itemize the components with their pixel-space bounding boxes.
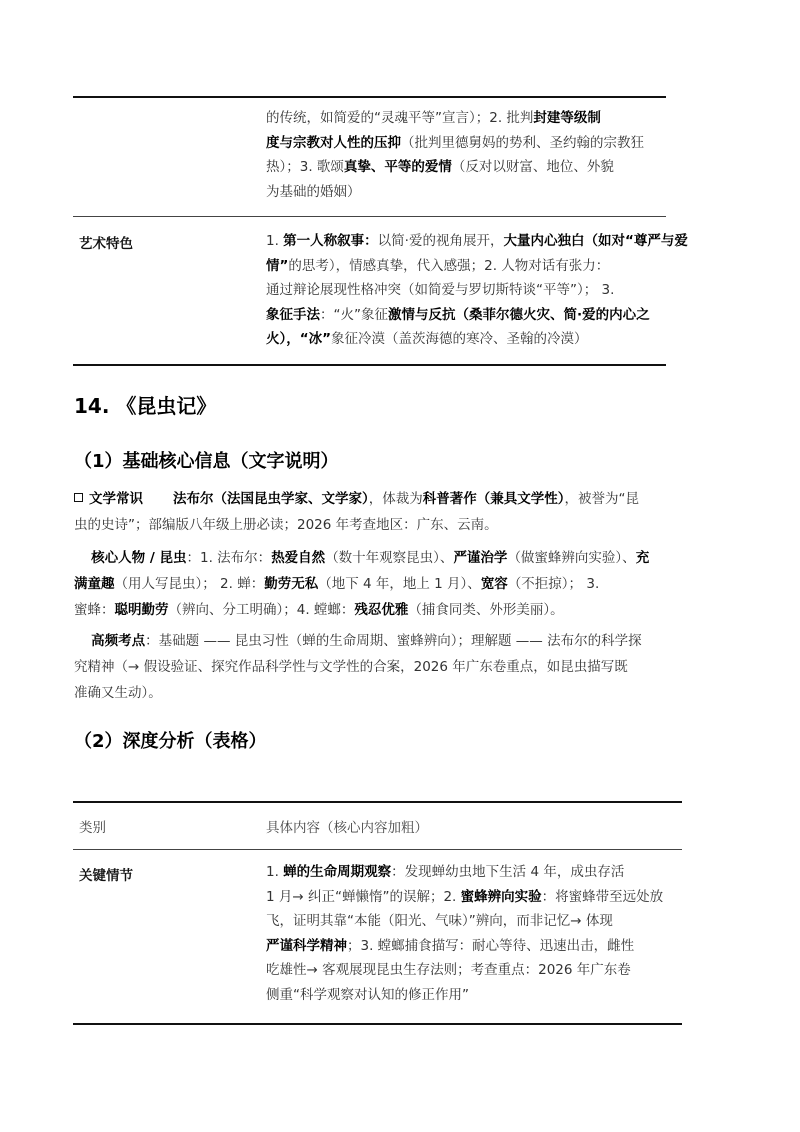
table-row-divider	[73, 216, 666, 217]
art-features-label: 艺术特色	[79, 236, 133, 252]
table-bottom-rule	[73, 364, 666, 366]
section-heading: 14. 《昆虫记》	[74, 394, 217, 418]
table-header-category: 类别	[79, 820, 106, 836]
table-header-content: 具体内容（核心内容加粗）	[266, 820, 428, 836]
square-bullet-icon	[74, 493, 83, 502]
key-plot-label: 关键情节	[79, 868, 133, 884]
analysis-table-bottom-rule	[73, 1023, 682, 1025]
characters-paragraph: 核心人物 / 昆虫：1. 法布尔：热爱自然（数十年观察昆虫）、严谨治学（做蜜蜂辨向实验）、充 满童趣（用人写昆虫）； 2. 蝉：勤劳无私（地下 4 年，地上 1 月）、宽容（不拒掠）； 3. 蜜蜂：聪明勤劳（辨向、分工明确）；4. 螳螂：残忍优雅（捕食同类、外形美丽）。	[74, 550, 650, 618]
key-plot-content: 1. 蝉的生命周期观察：发现蝉幼虫地下生活 4 年，成虫存活 1 月→ 纠正“蝉懒惰”的误解；2. 蜜蜂辨向实验：将蜜蜂带至远处放 飞，证明其靠“本能（阳光、气味）”辨向，而非记忆→ 体现 严谨科学精神；3. 螳螂捕食描写：耐心等待、迅速出击，雌性 吃雄性→ 客观展现昆虫生存法则；考查重点：2026 年广东卷 侧重“科学观察对认知的修正作用”	[266, 864, 664, 1003]
exam-points-paragraph: 高频考点：基础题 —— 昆虫习性（蝉的生命周期、蜜蜂辨向）；理解题 —— 法布尔的科学探 究精神（→ 假设验证、探究作品科学性与文学性的合案，2026 年广东卷重点，如昆虫描写既 准确又生动）。	[74, 633, 642, 701]
theme-cell-content: 的传统，如简爱的“灵魂平等”宣言）；2. 批判封建等级制 度与宗教对人性的压抑（批判里德舅妈的势利、圣约翰的宗教狂 热）；3. 歌颂真挚、平等的爱情（反对以财富、地位、外貌 为基础的婚姻）	[266, 110, 644, 200]
subsection-heading-2: （2）深度分析（表格）	[74, 731, 267, 752]
analysis-table-top-rule	[73, 801, 682, 803]
table-top-rule	[73, 96, 666, 98]
analysis-table-header-rule	[73, 849, 682, 850]
subsection-heading-1: （1）基础核心信息（文字说明）	[74, 451, 339, 472]
literature-paragraph: 文学常识 法布尔（法国昆虫学家、文学家），体裁为科普著作（兼具文学性），被誉为“昆 虫的史诗”；部编版八年级上册必读；2026 年考查地区：广东、云南。	[74, 491, 639, 533]
art-features-content: 1. 第一人称叙事：以简·爱的视角展开，大量内心独白（如对“尊严与爱 情”的思考），情感真挚，代入感强；2. 人物对话有张力： 通过辩论展现性格冲突（如简爱与罗切斯特谈“平等”）； 3. 象征手法：“火”象征激情与反抗（桑菲尔德火灾、简·爱的内心之 火），“冰”象征冷漠（盖茨海德的寒冷、圣翰的冷漠）	[266, 233, 688, 347]
